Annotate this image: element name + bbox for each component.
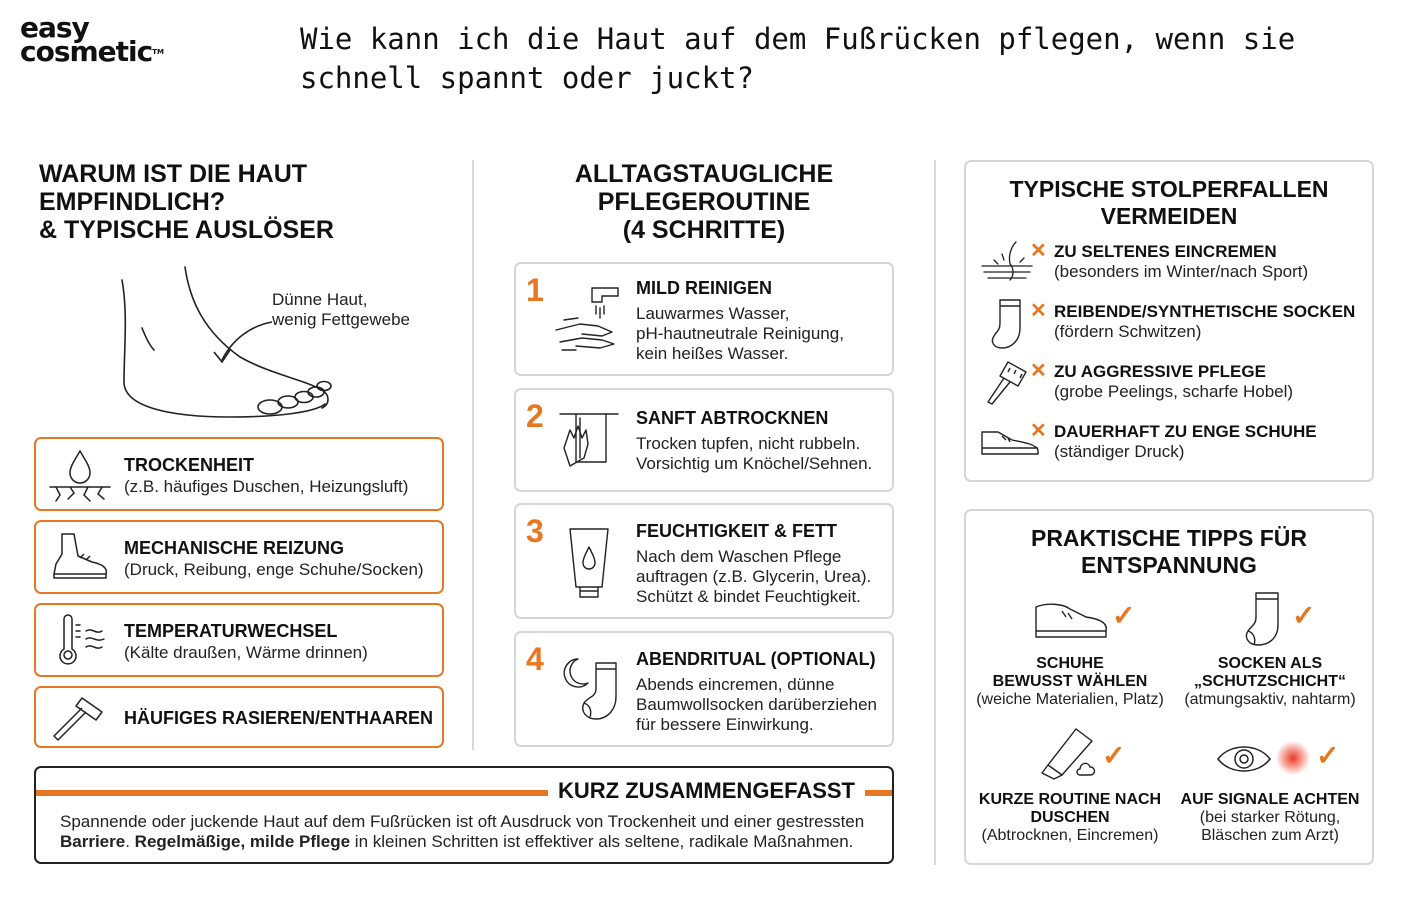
pitfalls-heading: [966, 176, 1372, 230]
trigger-subtitle: (z.B. häufiges Duschen, Heizungsluft): [124, 477, 409, 496]
summary-text: .: [125, 832, 135, 851]
thermometer-icon: [48, 613, 112, 669]
tip-subtitle: (weiche Materialien, Platz): [976, 691, 1164, 708]
summary-emphasis: Barriere: [60, 832, 126, 851]
column-divider: [934, 160, 936, 865]
causes-heading-line: EMPFINDLICH?: [39, 188, 226, 216]
eye-icon: [1214, 739, 1274, 779]
cream-tube-icon: [1040, 725, 1100, 781]
column-divider: [472, 160, 474, 750]
tips-heading-line: ENTSPANNUNG: [1081, 552, 1257, 578]
step-text-line: Schützt & bindet Feuchtigkeit.: [636, 587, 861, 606]
check-icon: ✓: [1112, 600, 1136, 631]
tip-shoes: [970, 655, 1170, 709]
tip-title: SCHUHE: [1036, 655, 1104, 672]
trigger-title: TROCKENHEIT: [124, 455, 254, 475]
summary-line-1: Spannende oder juckende Haut auf dem Fußrücken ist oft Ausdruck von Trockenheit und einer gestressten: [60, 812, 865, 831]
step-title: FEUCHTIGKEIT & FETT: [636, 521, 837, 541]
brand-line2: cosmetic: [20, 35, 153, 68]
step-text-line: Abends eincremen, dünne: [636, 675, 835, 694]
summary-text: in kleinen Schritten ist effektiver als seltene, radikale Maßnahmen.: [350, 832, 854, 851]
causes-heading: [39, 160, 334, 244]
routine-heading-line: ALLTAGSTAUGLICHE: [574, 160, 834, 188]
shoe-icon: [48, 530, 112, 586]
step-number: 1: [526, 272, 544, 308]
step-text-line: Vorsichtig um Knöchel/Sehnen.: [636, 454, 873, 473]
foot-annotation: [272, 290, 410, 330]
trigger-title: MECHANISCHE REIZUNG: [124, 538, 345, 558]
tip-routine: [970, 791, 1170, 845]
tip-title: „SCHUTZSCHICHT“: [1194, 673, 1346, 690]
summary-heading: KURZ ZUSAMMENGEFASST: [548, 778, 865, 804]
trigger-card-mechanical: [34, 520, 444, 594]
arrow-icon: [210, 318, 280, 368]
razor-icon: [50, 694, 110, 744]
step-title: MILD REINIGEN: [636, 278, 773, 298]
trigger-card-dryness: [34, 437, 444, 511]
trigger-card-temperature: [34, 603, 444, 677]
step-text-line: Lauwarmes Wasser,: [636, 304, 790, 323]
pitfall-title: DAUERHAFT ZU ENGE SCHUHE: [1054, 422, 1317, 441]
washing-hands-icon: [552, 284, 628, 356]
cream-tube-icon: [564, 525, 614, 603]
pitfalls-heading-line: VERMEIDEN: [1100, 203, 1238, 229]
tip-signals: [1170, 791, 1370, 845]
foot-annotation-line: wenig Fettgewebe: [272, 310, 410, 329]
pitfalls-card: [964, 160, 1374, 482]
tip-title: DUSCHEN: [1030, 809, 1110, 826]
tip-subtitle: Bläschen zum Arzt): [1201, 827, 1339, 844]
foot-annotation-line: Dünne Haut,: [272, 290, 368, 309]
step-text-line: kein heißes Wasser.: [636, 344, 789, 363]
sneaker-icon: [1032, 599, 1110, 643]
trigger-card-shaving: [34, 686, 444, 748]
pitfall-subtitle: (grobe Peelings, scharfe Hobel): [1054, 382, 1294, 401]
tips-heading: [966, 525, 1372, 579]
tip-title: BEWUSST WÄHLEN: [992, 673, 1148, 690]
tip-subtitle: (Abtrocknen, Eincremen): [981, 827, 1159, 844]
cross-icon: ✕: [1030, 420, 1047, 442]
sock-icon: [1240, 589, 1290, 649]
pitfall-subtitle: (besonders im Winter/nach Sport): [1054, 262, 1309, 281]
tip-title: KURZE ROUTINE NACH: [978, 791, 1162, 808]
routine-heading-line: PFLEGEROUTINE: [597, 188, 811, 216]
cross-icon: ✕: [1030, 300, 1047, 322]
brush-icon: [982, 358, 1032, 408]
trigger-subtitle: (Druck, Reibung, enge Schuhe/Socken): [124, 560, 424, 579]
summary-box: [34, 766, 894, 864]
step-number: 2: [526, 398, 544, 434]
tip-title: SOCKEN ALS: [1217, 655, 1323, 672]
cross-icon: ✕: [1030, 360, 1047, 382]
step-text-line: pH-hautneutrale Reinigung,: [636, 324, 844, 343]
step-text-line: für bessere Einwirkung.: [636, 715, 814, 734]
tip-subtitle: (atmungsaktiv, nahtarm): [1184, 691, 1356, 708]
tips-heading-line: PRAKTISCHE TIPPS FÜR: [1030, 525, 1308, 551]
tip-title: AUF SIGNALE ACHTEN: [1180, 791, 1360, 808]
routine-heading-line: (4 SCHRITTE): [622, 216, 786, 244]
sock-icon: [986, 296, 1030, 350]
pitfall-title: ZU SELTENES EINCREMEN: [1054, 242, 1277, 261]
tips-card: [964, 509, 1374, 865]
step-text-line: Trocken tupfen, nicht rubbeln.: [636, 434, 861, 453]
step-card-4: [514, 631, 894, 747]
step-text: [636, 675, 877, 735]
step-text: [636, 304, 844, 364]
tip-socks: [1170, 655, 1370, 709]
trigger-subtitle: (Kälte draußen, Wärme drinnen): [124, 643, 368, 662]
pitfall-subtitle: (fördern Schwitzen): [1054, 322, 1202, 341]
step-text: [636, 434, 872, 474]
cross-icon: ✕: [1030, 240, 1047, 262]
cracked-skin-icon: [48, 447, 112, 503]
step-text: [636, 547, 871, 607]
step-text-line: auftragen (z.B. Glycerin, Urea).: [636, 567, 872, 586]
check-icon: ✓: [1102, 740, 1126, 771]
skin-hair-icon: [980, 238, 1034, 284]
step-card-1: [514, 262, 894, 376]
step-card-2: [514, 388, 894, 492]
step-title: SANFT ABTROCKNEN: [636, 408, 829, 428]
trigger-title: HÄUFIGES RASIEREN/ENTHAAREN: [124, 708, 434, 728]
step-text-line: Baumwollsocken darüberziehen: [636, 695, 877, 714]
check-icon: ✓: [1292, 600, 1316, 631]
routine-heading: [514, 160, 894, 244]
step-card-3: [514, 503, 894, 619]
step-title: ABENDRITUAL (OPTIONAL): [636, 649, 876, 669]
summary-line-2: [60, 832, 853, 852]
pitfall-subtitle: (ständiger Druck): [1054, 442, 1185, 461]
redness-spot-icon: [1276, 741, 1310, 775]
page-title: Wie kann ich die Haut auf dem Fußrücken pflegen, wenn sie schnell spannt oder juckt?: [300, 22, 1296, 95]
moon-sock-icon: [556, 653, 624, 727]
pitfall-title: ZU AGGRESSIVE PFLEGE: [1054, 362, 1266, 381]
step-number: 4: [526, 641, 544, 677]
pitfall-title: REIBENDE/SYNTHETISCHE SOCKEN: [1054, 302, 1356, 321]
brand-line1: easy: [20, 11, 89, 44]
summary-emphasis: Regelmäßige, milde Pflege: [134, 832, 351, 851]
step-number: 3: [526, 513, 544, 549]
trademark: TM: [152, 48, 164, 56]
brand-logo: [20, 11, 164, 68]
trigger-title: TEMPERATURWECHSEL: [124, 621, 338, 641]
causes-heading-line: WARUM IST DIE HAUT: [39, 160, 308, 188]
pitfalls-heading-line: TYPISCHE STOLPERFALLEN: [1009, 176, 1329, 202]
tip-subtitle: (bei starker Rötung,: [1199, 809, 1341, 826]
towel-icon: [554, 408, 624, 474]
step-text-line: Nach dem Waschen Pflege: [636, 547, 842, 566]
check-icon: ✓: [1316, 740, 1340, 771]
causes-heading-line: & TYPISCHE AUSLÖSER: [39, 216, 334, 244]
